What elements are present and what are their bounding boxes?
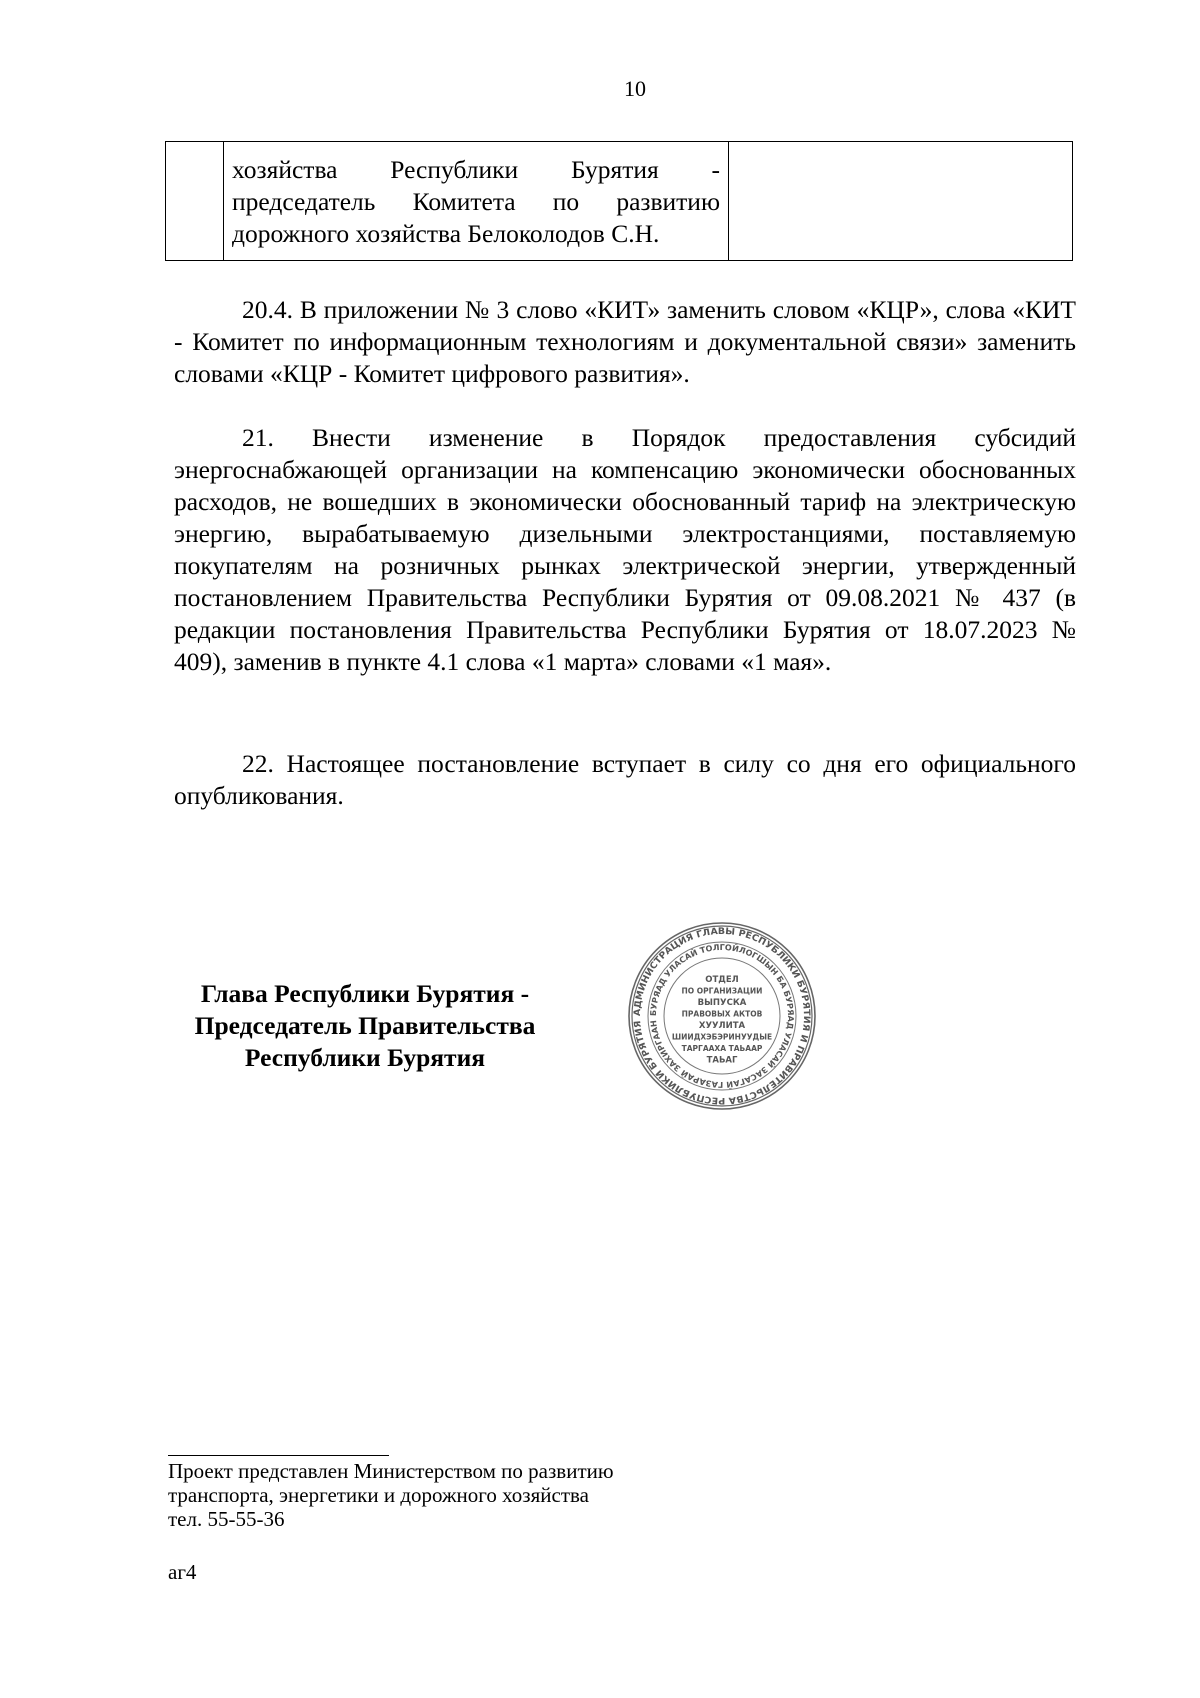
- footer-divider: [168, 1455, 389, 1456]
- footer-line: тел. 55-55-36: [168, 1507, 285, 1531]
- seal-center-line: ТАЬАГ: [706, 1055, 738, 1066]
- page-number: 10: [624, 76, 646, 101]
- seal-center-line: ПО ОРГАНИЗАЦИИ: [681, 986, 763, 996]
- seal-center-line: ТАРГААХА ТАЬААР: [681, 1044, 763, 1053]
- signer-title-line: Глава Республики Бурятия -: [200, 979, 530, 1008]
- paragraph-20-4: 20.4. В приложении № 3 слово «КИТ» заменить словом «КЦР», слова «КИТ - Комитет по информационным технологиям и документальной связи» заменить словами «КЦР - Комитет цифрового развития».: [174, 295, 1076, 388]
- paragraph-21: 21. Внести изменение в Порядок предоставления субсидий энергоснабжающей организации на компенсацию экономически обоснованных расходов, не вошедших в экономически обоснованный тариф на электрическую энергию, вырабатываемую дизельными электростанциями, поставляемую покупателям на розничных рынках электрической энергии, утвержденный постановлением Правительства Республики Бурятия от 09.08.2021 № 437 (в редакции постановления Правительства Республики Бурятия от 18.07.2023 № 409), заменив в пункте 4.1 слова «1 марта» словами «1 мая».: [174, 423, 1076, 676]
- signer-title: [160, 978, 570, 1074]
- document-code: аг4: [168, 1560, 197, 1584]
- seal-center-line: ВЫПУСКА: [697, 998, 747, 1008]
- seal-center-line: ПРАВОВЫХ АКТОВ: [681, 1009, 763, 1019]
- official-seal-icon: [627, 920, 817, 1112]
- footer-line: Проект представлен Министерством по развитию: [168, 1459, 614, 1483]
- seal-inner-text: БУРЯАД УЛАСАЙ ТОЛГОЙЛОГШЫН БА БУРЯАД УЛАСАЙ ЗАСАГАЙ ГАЗАРАЙ ЗАХИРГААН: [648, 942, 796, 1090]
- footer-line: транспорта, энергетики и дорожного хозяйства: [168, 1483, 589, 1507]
- table-cell-number: [166, 142, 224, 261]
- seal-center-text: [672, 975, 772, 1066]
- seal-center-line: ХУУЛИТА: [698, 1021, 746, 1031]
- table-cell-text: хозяйства Республики Бурятия - председатель Комитета по развитию дорожного хозяйства Белоколодов С.Н.: [224, 142, 729, 261]
- seal-center-line: ОТДЕЛ: [705, 975, 739, 985]
- table-fragment: [165, 141, 1073, 261]
- paragraph-22: 22. Настоящее постановление вступает в силу со дня его официального опубликования.: [174, 749, 1076, 810]
- table-cell-empty: [729, 142, 1073, 261]
- seal-center-line: ШИИДХЭБЭРИНУУДЫЕ: [671, 1032, 773, 1042]
- signer-title-line: Председатель Правительства: [194, 1011, 536, 1040]
- signer-title-line: Республики Бурятия: [244, 1043, 486, 1072]
- seal-outer-text: АДМИНИСТРАЦИЯ ГЛАВЫ РЕСПУБЛИКИ БУРЯТИЯ И ПРАВИТЕЛЬСТВА РЕСПУБЛИКИ БУРЯТИЯ: [632, 926, 812, 1106]
- footer-note: [168, 1459, 768, 1531]
- table-row: [166, 142, 1073, 261]
